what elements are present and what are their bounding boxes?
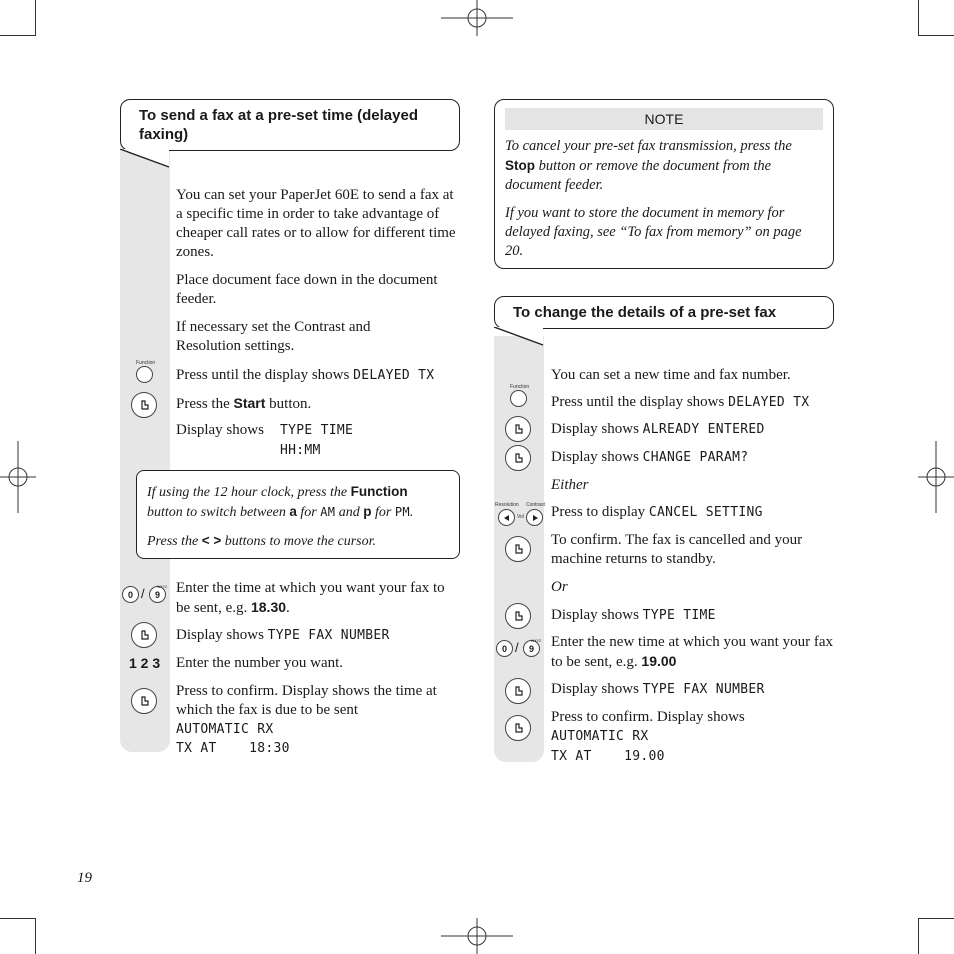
clock-note-box [136,470,460,559]
press-display-text: Press to display [551,504,646,520]
keypad-0-label: 0 [501,643,507,654]
crop-mark [0,918,36,919]
function-key-label: Function [136,360,156,366]
start-icon [512,423,524,435]
arrow-keys-label: < > [201,533,222,548]
display-shows-line [551,420,765,439]
start-icon [512,685,524,697]
p-letter: p [363,504,372,519]
clock-note-text: buttons to move the cursor. [224,534,376,549]
start-button[interactable] [131,688,157,714]
display-delayed-tx: DELAYED TX [353,368,435,383]
display-shows-label: Display shows [176,627,264,643]
left-arrow-button[interactable] [498,509,515,526]
clock-note-line3 [147,531,449,551]
press-the-text: Press the [176,396,230,412]
header-pointer [493,327,547,347]
for-word: for [300,505,317,520]
display-tx-at: TX AT 19.00 [551,749,665,764]
intro-text: You can set your PaperJet 60E to send a fax at a specific time in order to take advantage of cheaper call rates or to allow for different time zones. [176,187,456,260]
enter-new-time-text [551,633,833,672]
crop-mark [35,0,36,36]
crop-mark [918,0,919,36]
display-hhmm: HH:MM [280,443,321,458]
keypad-9-label: 9 [528,643,534,654]
arrow-keys [495,501,545,527]
display-shows-line [551,680,765,699]
keypad-slash: / [141,586,145,601]
left-section-title: To send a fax at a pre-set time (delayed faxing) [139,107,418,143]
display-type-time: TYPE TIME [280,423,354,438]
enter-time-desc: Enter the time at which you want your fax to be sent, e.g. [176,580,445,616]
clock-note-line1 [147,482,449,502]
period: . [409,505,414,520]
note-title-bar [505,108,823,130]
display-cancel-setting: CANCEL SETTING [648,505,763,520]
page-number: 19 [77,870,92,886]
display-change-param: CHANGE PARAM? [642,450,749,465]
note-text: To cancel your pre-set fax transmission, press the [505,138,792,154]
registration-mark-icon [441,0,513,36]
display-shows-label: Display shows [551,607,639,623]
function-key-label: Function [510,384,530,390]
start-button[interactable] [131,622,157,648]
start-button[interactable] [505,416,531,442]
contrast-label: Contrast [526,502,545,508]
note-box [494,99,834,269]
display-type-fax-number: TYPE FAX NUMBER [642,682,765,697]
start-button[interactable] [505,445,531,471]
display-type-time: TYPE TIME [642,608,716,623]
left-section-header [120,99,460,151]
keypad-0-9[interactable] [120,584,170,606]
press-confirm-text: Press to confirm. Display shows the time at which the fax is due to be sent [176,683,437,718]
start-icon [138,695,150,707]
start-button[interactable] [505,536,531,562]
clock-note-text: Press the [147,534,199,549]
keypad-wxyz-label: WXYZ [157,585,168,589]
right-section-title: To change the details of a pre-set fax [513,304,777,321]
start-button[interactable] [505,678,531,704]
clock-note-text: If using the 12 hour clock, press the [147,485,348,500]
function-word: Function [350,484,408,499]
note-text: button or remove the document from the document feeder. [505,158,772,193]
enter-new-time-desc: Enter the new time at which you want your fax to be sent, e.g. [551,634,833,670]
display-already-entered: ALREADY ENTERED [642,422,765,437]
press-until-text: Press until the display shows [551,394,725,410]
start-button[interactable] [505,715,531,741]
display-tx-at: TX AT 18:30 [176,741,290,756]
place-document-text: Place document face down in the document feeder. [176,272,438,307]
confirm-cancel-text: To confirm. The fax is cancelled and your machine returns to standby. [551,532,803,567]
display-shows-line [551,448,748,467]
left-arrow-icon [503,514,511,522]
start-icon [512,610,524,622]
start-icon [512,452,524,464]
crop-mark [0,35,36,36]
am-display: AM [320,505,336,519]
set-new-text: You can set a new time and fax number. [551,367,791,383]
right-arrow-icon [531,514,539,522]
right-section-header [494,296,834,329]
crop-mark [918,918,919,954]
enter-number-text: Enter the number you want. [176,655,344,671]
resolution-label: Resolution [495,502,519,508]
contrast-text: If necessary set the Contrast and Resolution settings. [176,319,371,354]
vol-label: Vol [517,514,524,520]
stop-word: Stop [505,158,535,173]
a-letter: a [289,504,297,519]
keypad-9-label: 9 [154,589,160,600]
display-shows-label: Display shows [551,681,639,697]
registration-mark-icon [918,441,954,513]
enter-time-text [176,579,460,618]
press-start-line [176,394,311,414]
display-automatic-rx: AUTOMATIC RX [551,729,649,744]
keypad-0-9[interactable] [494,638,544,660]
start-icon [512,543,524,555]
keypad-0-label: 0 [127,589,133,600]
and-word: and [338,505,360,520]
for-word: for [375,505,392,520]
crop-mark [918,35,954,36]
display-delayed-tx: DELAYED TX [728,395,810,410]
press-confirm-text: Press to confirm. Display shows [551,709,745,725]
note-paragraph-2: If you want to store the document in memory for delayed faxing, see “To fax from memory” on page 20. [505,205,802,259]
display-type-fax-number: TYPE FAX NUMBER [267,628,390,643]
keypad-wxyz-label: WXYZ [531,639,542,643]
header-pointer [119,149,173,169]
start-button[interactable] [505,603,531,629]
pm-display: PM [394,505,410,519]
example-time: 18.30 [250,599,287,615]
start-icon [138,629,150,641]
function-button[interactable] [136,366,153,383]
clock-note-line2 [147,502,449,522]
either-label: Either [551,477,589,493]
start-icon [138,399,150,411]
press-until-line [551,393,809,412]
example-time: 19.00 [641,653,677,669]
press-until-text: Press until the display shows [176,367,350,383]
keypad-slash: / [515,640,519,655]
right-arrow-button[interactable] [526,509,543,526]
period: . [286,600,290,616]
crop-mark [918,918,954,919]
crop-mark [35,918,36,954]
or-label: Or [551,579,568,595]
keypad-0-button[interactable] [122,586,139,603]
display-shows-line [551,606,716,625]
registration-mark-icon [441,918,513,954]
display-shows-label: Display shows [176,422,264,438]
function-button[interactable] [510,390,527,407]
start-button[interactable] [131,392,157,418]
note-title: NOTE [644,111,684,127]
display-shows-label: Display shows [551,449,639,465]
registration-mark-icon [0,441,36,513]
button-word: button. [269,396,312,412]
press-display-line [551,503,763,522]
clock-note-text: button to switch between [147,505,286,520]
note-paragraph-1 [505,137,823,195]
display-shows-label: Display shows [551,421,639,437]
keypad-0-button[interactable] [496,640,513,657]
display-automatic-rx: AUTOMATIC RX [176,722,274,737]
number-keys-label: 1 2 3 [129,655,161,671]
display-shows-line [176,626,390,645]
press-until-line [176,366,434,385]
start-icon [512,722,524,734]
start-word: Start [233,395,266,411]
